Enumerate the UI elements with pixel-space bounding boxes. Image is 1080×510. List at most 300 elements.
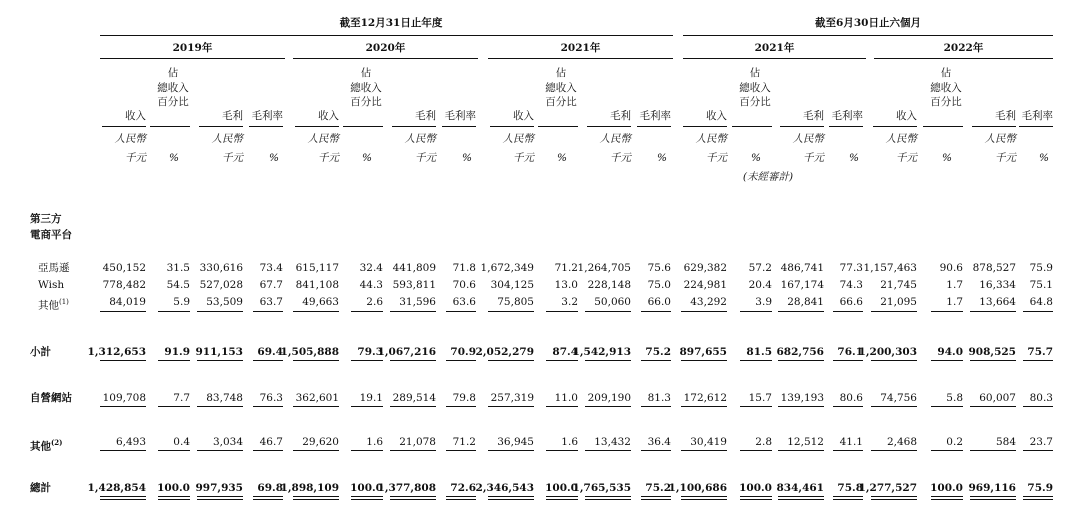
total-rule: [546, 311, 578, 312]
col-header-share: 總收入: [157, 81, 189, 94]
unit-thousand: 千元: [803, 152, 824, 164]
total-rule: [970, 496, 1016, 497]
total-rule: [390, 360, 436, 361]
unit-rmb: 人民幣: [984, 133, 1016, 145]
table-cell: 3.9: [755, 296, 772, 308]
col-header-margin: 毛利率: [444, 110, 476, 122]
header-underline: [587, 126, 631, 127]
total-rule-double: [100, 499, 146, 500]
table-cell: 2,052,279: [475, 346, 534, 358]
table-cell: 75.9: [1027, 482, 1053, 494]
total-rule: [1023, 360, 1053, 361]
table-cell: 44.3: [359, 279, 383, 291]
table-cell: 682,756: [776, 346, 824, 358]
total-rule: [293, 360, 339, 361]
total-rule: [740, 360, 772, 361]
table-cell: 53,509: [206, 296, 243, 308]
unit-thousand: 千元: [125, 152, 146, 164]
unit-rmb: 人民幣: [695, 133, 727, 145]
unit-rmb: 人民幣: [114, 133, 146, 145]
col-header-share: 佔: [749, 67, 761, 79]
table-cell: 13,432: [594, 436, 631, 448]
header-underline: [392, 126, 436, 127]
col-header-share: 總收入: [350, 81, 382, 94]
table-cell: 70.6: [452, 279, 476, 291]
total-rule: [446, 450, 476, 451]
total-rule: [197, 406, 243, 407]
total-rule: [1023, 450, 1053, 451]
table-cell: 167,174: [780, 279, 824, 291]
unit-unaudited: (未經審計): [742, 171, 794, 183]
total-rule: [778, 496, 824, 497]
col-header-share: 總收入: [739, 81, 771, 94]
total-rule: [931, 450, 963, 451]
total-rule-double: [931, 499, 963, 500]
col-header-gross-profit: 毛利: [222, 110, 243, 122]
unit-percent: %: [169, 152, 179, 164]
total-rule: [100, 496, 146, 497]
table-cell: 60,007: [979, 392, 1016, 404]
year-header: 2021年: [754, 42, 795, 54]
table-cell: 80.6: [839, 392, 863, 404]
table-cell: 77.3: [839, 262, 863, 274]
table-cell: 81.5: [746, 346, 772, 358]
total-rule: [390, 450, 436, 451]
year-header: 2019年: [172, 42, 213, 54]
total-rule: [833, 311, 863, 312]
table-cell: 75.7: [1027, 346, 1053, 358]
table-cell: 629,382: [683, 262, 727, 274]
header-underline: [780, 126, 824, 127]
table-cell: 584: [995, 436, 1016, 448]
table-cell: 997,935: [195, 482, 243, 494]
table-cell: 75.0: [647, 279, 671, 291]
table-cell: 778,482: [102, 279, 146, 291]
table-cell: 1,542,913: [572, 346, 631, 358]
col-header-revenue: 收入: [318, 110, 339, 122]
total-rule: [778, 450, 824, 451]
total-rule: [293, 450, 339, 451]
total-rule: [740, 406, 772, 407]
table-cell: 69.4: [257, 346, 283, 358]
section-label: 第三方: [30, 213, 62, 225]
total-rule: [546, 360, 578, 361]
table-cell: 81.3: [647, 392, 671, 404]
table-cell: 911,153: [195, 346, 243, 358]
table-cell: 87.4: [552, 346, 578, 358]
table-cell: 43,292: [690, 296, 727, 308]
table-cell: 1,312,653: [87, 346, 146, 358]
table-cell: 80.3: [1029, 392, 1053, 404]
period-title-interim: 截至6月30日止六個月: [815, 17, 921, 29]
total-rule: [351, 360, 383, 361]
table-cell: 1,100,686: [668, 482, 727, 494]
table-cell: 74.3: [839, 279, 863, 291]
table-cell: 834,461: [776, 482, 824, 494]
table-cell: 66.6: [839, 296, 863, 308]
total-rule: [488, 406, 534, 407]
table-cell: 172,612: [683, 392, 727, 404]
header-underline: [829, 126, 863, 127]
row-label: Wish: [38, 279, 65, 291]
table-cell: 304,125: [490, 279, 534, 291]
total-rule: [871, 311, 917, 312]
table-cell: 83,748: [206, 392, 243, 404]
table-cell: 31,596: [399, 296, 436, 308]
total-rule: [546, 450, 578, 451]
table-cell: 257,319: [490, 392, 534, 404]
table-cell: 441,809: [392, 262, 436, 274]
table-cell: 1.7: [946, 279, 963, 291]
unit-percent: %: [269, 152, 279, 164]
table-cell: 5.8: [946, 392, 963, 404]
col-header-share: 百分比: [739, 96, 771, 108]
table-cell: 100.0: [739, 482, 772, 494]
total-rule: [585, 311, 631, 312]
total-rule: [390, 311, 436, 312]
table-cell: 16,334: [979, 279, 1016, 291]
table-cell: 91.9: [164, 346, 190, 358]
col-header-revenue: 收入: [896, 110, 917, 122]
col-header-margin: 毛利率: [251, 110, 283, 122]
unit-thousand: 千元: [610, 152, 631, 164]
total-rule-double: [446, 499, 476, 500]
total-rule: [390, 496, 436, 497]
table-cell: 46.7: [259, 436, 283, 448]
total-rule: [931, 360, 963, 361]
col-header-share: 佔: [167, 67, 179, 79]
total-rule: [681, 406, 727, 407]
table-cell: 228,148: [587, 279, 631, 291]
table-cell: 69.8: [257, 482, 283, 494]
total-rule: [253, 496, 283, 497]
table-cell: 64.8: [1029, 296, 1053, 308]
total-rule-double: [585, 499, 631, 500]
col-header-gross-profit: 毛利: [415, 110, 436, 122]
col-header-gross-profit: 毛利: [995, 110, 1016, 122]
col-header-share: 百分比: [545, 96, 577, 108]
table-cell: 28,841: [787, 296, 824, 308]
total-rule: [585, 496, 631, 497]
header-underline: [343, 126, 383, 127]
header-underline: [150, 126, 190, 127]
table-cell: 71.2: [554, 262, 578, 274]
table-cell: 1,672,349: [480, 262, 534, 274]
table-cell: 209,190: [587, 392, 631, 404]
total-rule-double: [871, 499, 917, 500]
table-cell: 1,765,535: [572, 482, 631, 494]
table-cell: 79.8: [452, 392, 476, 404]
total-rule: [871, 360, 917, 361]
table-cell: 13,664: [979, 296, 1016, 308]
table-cell: 12,512: [787, 436, 824, 448]
col-header-margin: 毛利率: [639, 110, 671, 122]
header-underline: [490, 126, 534, 127]
total-rule: [585, 450, 631, 451]
total-rule-double: [740, 499, 772, 500]
unit-percent: %: [557, 152, 567, 164]
total-rule: [253, 311, 283, 312]
total-rule: [100, 360, 146, 361]
total-rule: [351, 496, 383, 497]
unit-rmb: 人民幣: [211, 133, 243, 145]
total-rule: [740, 311, 772, 312]
col-header-gross-profit: 毛利: [610, 110, 631, 122]
total-rule-double: [833, 499, 863, 500]
table-cell: 15.7: [748, 392, 772, 404]
total-rule: [970, 360, 1016, 361]
table-cell: 2.8: [755, 436, 772, 448]
row-label: 其他$^{(1)}$: [38, 298, 69, 312]
table-cell: 74,756: [880, 392, 917, 404]
total-rule: [351, 406, 383, 407]
table-cell: 841,108: [295, 279, 339, 291]
total-rule: [158, 406, 190, 407]
table-cell: 75.9: [1029, 262, 1053, 274]
footnote-marker: (1): [59, 298, 69, 306]
table-cell: 450,152: [102, 262, 146, 274]
total-rule: [293, 496, 339, 497]
total-rule-double: [778, 499, 824, 500]
table-cell: 100.0: [545, 482, 578, 494]
table-cell: 41.1: [839, 436, 863, 448]
table-cell: 20.4: [748, 279, 772, 291]
unit-percent: %: [942, 152, 952, 164]
total-rule: [778, 406, 824, 407]
unit-thousand: 千元: [706, 152, 727, 164]
total-rule-double: [293, 499, 339, 500]
table-cell: 75.8: [837, 482, 863, 494]
table-cell: 878,527: [972, 262, 1016, 274]
table-cell: 54.5: [166, 279, 190, 291]
table-cell: 486,741: [780, 262, 824, 274]
table-cell: 19.1: [359, 392, 383, 404]
unit-thousand: 千元: [995, 152, 1016, 164]
unit-rmb: 人民幣: [404, 133, 436, 145]
table-cell: 71.2: [452, 436, 476, 448]
total-rule: [197, 360, 243, 361]
year-rule: [874, 58, 1053, 59]
total-rule: [931, 406, 963, 407]
total-rule: [197, 311, 243, 312]
table-cell: 5.9: [173, 296, 190, 308]
unit-thousand: 千元: [222, 152, 243, 164]
col-header-share: 總收入: [545, 81, 577, 94]
table-cell: 100.0: [930, 482, 963, 494]
header-underline: [249, 126, 283, 127]
table-cell: 72.6: [450, 482, 476, 494]
total-rule-double: [488, 499, 534, 500]
header-underline: [295, 126, 339, 127]
table-cell: 90.6: [939, 262, 963, 274]
table-cell: 76.3: [259, 392, 283, 404]
total-rule: [546, 496, 578, 497]
total-rule: [158, 360, 190, 361]
total-rule: [158, 496, 190, 497]
table-cell: 897,655: [679, 346, 727, 358]
total-rule-double: [546, 499, 578, 500]
col-header-share: 百分比: [157, 96, 189, 108]
header-underline: [102, 126, 146, 127]
table-cell: 7.7: [173, 392, 190, 404]
col-header-margin: 毛利率: [1021, 110, 1053, 122]
total-rule: [546, 406, 578, 407]
table-cell: 0.4: [173, 436, 190, 448]
table-cell: 139,193: [780, 392, 824, 404]
total-rule: [158, 450, 190, 451]
total-rule-double: [197, 499, 243, 500]
table-cell: 75,805: [497, 296, 534, 308]
total-rule: [488, 311, 534, 312]
table-cell: 6,493: [115, 436, 146, 448]
total-rule: [446, 496, 476, 497]
total-rule: [970, 406, 1016, 407]
unit-rmb: 人民幣: [307, 133, 339, 145]
total-rule: [100, 406, 146, 407]
total-rule: [253, 360, 283, 361]
col-header-revenue: 收入: [125, 110, 146, 122]
table-cell: 75.6: [647, 262, 671, 274]
table-cell: 21,745: [880, 279, 917, 291]
total-rule: [833, 496, 863, 497]
year-header: 2020年: [365, 42, 406, 54]
table-cell: 2,346,543: [475, 482, 534, 494]
unit-thousand: 千元: [415, 152, 436, 164]
table-cell: 79.3: [357, 346, 383, 358]
row-label: 總計: [30, 482, 51, 494]
col-header-share: 總收入: [930, 81, 962, 94]
total-rule-double: [390, 499, 436, 500]
col-header-gross-profit: 毛利: [803, 110, 824, 122]
total-rule: [1023, 311, 1053, 312]
total-rule: [740, 450, 772, 451]
table-cell: 11.0: [554, 392, 578, 404]
table-cell: 21,078: [399, 436, 436, 448]
row-label: 小計: [30, 346, 51, 358]
total-rule: [197, 450, 243, 451]
unit-rmb: 人民幣: [502, 133, 534, 145]
total-rule: [100, 311, 146, 312]
table-cell: 63.7: [259, 296, 283, 308]
table-cell: 29,620: [302, 436, 339, 448]
total-rule: [488, 360, 534, 361]
table-cell: 0.2: [946, 436, 963, 448]
year-rule: [488, 58, 673, 59]
total-rule: [641, 450, 671, 451]
col-header-share: 佔: [940, 67, 952, 79]
total-rule: [390, 406, 436, 407]
table-cell: 100.0: [350, 482, 383, 494]
total-rule: [833, 450, 863, 451]
total-rule: [931, 311, 963, 312]
table-cell: 1.7: [946, 296, 963, 308]
table-cell: 109,708: [102, 392, 146, 404]
col-header-share: 佔: [360, 67, 372, 79]
total-rule: [446, 360, 476, 361]
header-underline: [442, 126, 476, 127]
footnote-marker: (2): [51, 438, 63, 447]
header-underline: [1019, 126, 1053, 127]
table-cell: 36,945: [497, 436, 534, 448]
table-cell: 23.7: [1029, 436, 1053, 448]
total-rule: [100, 450, 146, 451]
table-cell: 31.5: [166, 262, 190, 274]
table-cell: 50,060: [594, 296, 631, 308]
table-cell: 100.0: [157, 482, 190, 494]
header-underline: [923, 126, 963, 127]
table-cell: 527,028: [199, 279, 243, 291]
table-cell: 21,095: [880, 296, 917, 308]
row-label: 亞馬遜: [38, 262, 70, 274]
col-header-share: 百分比: [350, 96, 382, 108]
table-cell: 1,200,303: [858, 346, 917, 358]
table-cell: 362,601: [295, 392, 339, 404]
table-cell: 70.9: [450, 346, 476, 358]
unit-percent: %: [751, 152, 761, 164]
unit-rmb: 人民幣: [885, 133, 917, 145]
total-rule: [293, 311, 339, 312]
total-rule: [641, 406, 671, 407]
unit-percent: %: [657, 152, 667, 164]
total-rule: [681, 496, 727, 497]
table-cell: 3.2: [561, 296, 578, 308]
year-rule: [683, 58, 866, 59]
table-cell: 75.2: [645, 482, 671, 494]
table-cell: 1,428,854: [87, 482, 146, 494]
total-rule: [197, 496, 243, 497]
table-cell: 67.7: [259, 279, 283, 291]
total-rule: [740, 496, 772, 497]
table-cell: 3,034: [212, 436, 243, 448]
year-rule: [100, 58, 285, 59]
table-cell: 30,419: [690, 436, 727, 448]
total-rule: [931, 496, 963, 497]
total-rule: [641, 311, 671, 312]
table-cell: 1.6: [366, 436, 383, 448]
table-cell: 224,981: [683, 279, 727, 291]
row-label: 自營網站: [30, 392, 72, 404]
total-rule: [681, 450, 727, 451]
total-rule-double: [970, 499, 1016, 500]
unit-rmb: 人民幣: [792, 133, 824, 145]
table-cell: 75.1: [1029, 279, 1053, 291]
total-rule: [253, 406, 283, 407]
table-cell: 1,898,109: [280, 482, 339, 494]
unit-percent: %: [1039, 152, 1049, 164]
total-rule: [871, 450, 917, 451]
total-rule: [446, 406, 476, 407]
year-rule: [293, 58, 478, 59]
col-header-revenue: 收入: [513, 110, 534, 122]
header-underline: [683, 126, 727, 127]
table-cell: 1,157,463: [863, 262, 917, 274]
total-rule: [253, 450, 283, 451]
total-rule: [158, 311, 190, 312]
table-cell: 1.6: [561, 436, 578, 448]
period-rule-annual: [100, 35, 673, 36]
unit-percent: %: [849, 152, 859, 164]
table-cell: 84,019: [109, 296, 146, 308]
total-rule: [778, 360, 824, 361]
table-cell: 66.0: [647, 296, 671, 308]
table-cell: 71.8: [452, 262, 476, 274]
total-rule: [488, 450, 534, 451]
unit-percent: %: [462, 152, 472, 164]
table-cell: 1,067,216: [377, 346, 436, 358]
total-rule: [293, 406, 339, 407]
table-cell: 63.6: [452, 296, 476, 308]
year-header: 2022年: [943, 42, 984, 54]
